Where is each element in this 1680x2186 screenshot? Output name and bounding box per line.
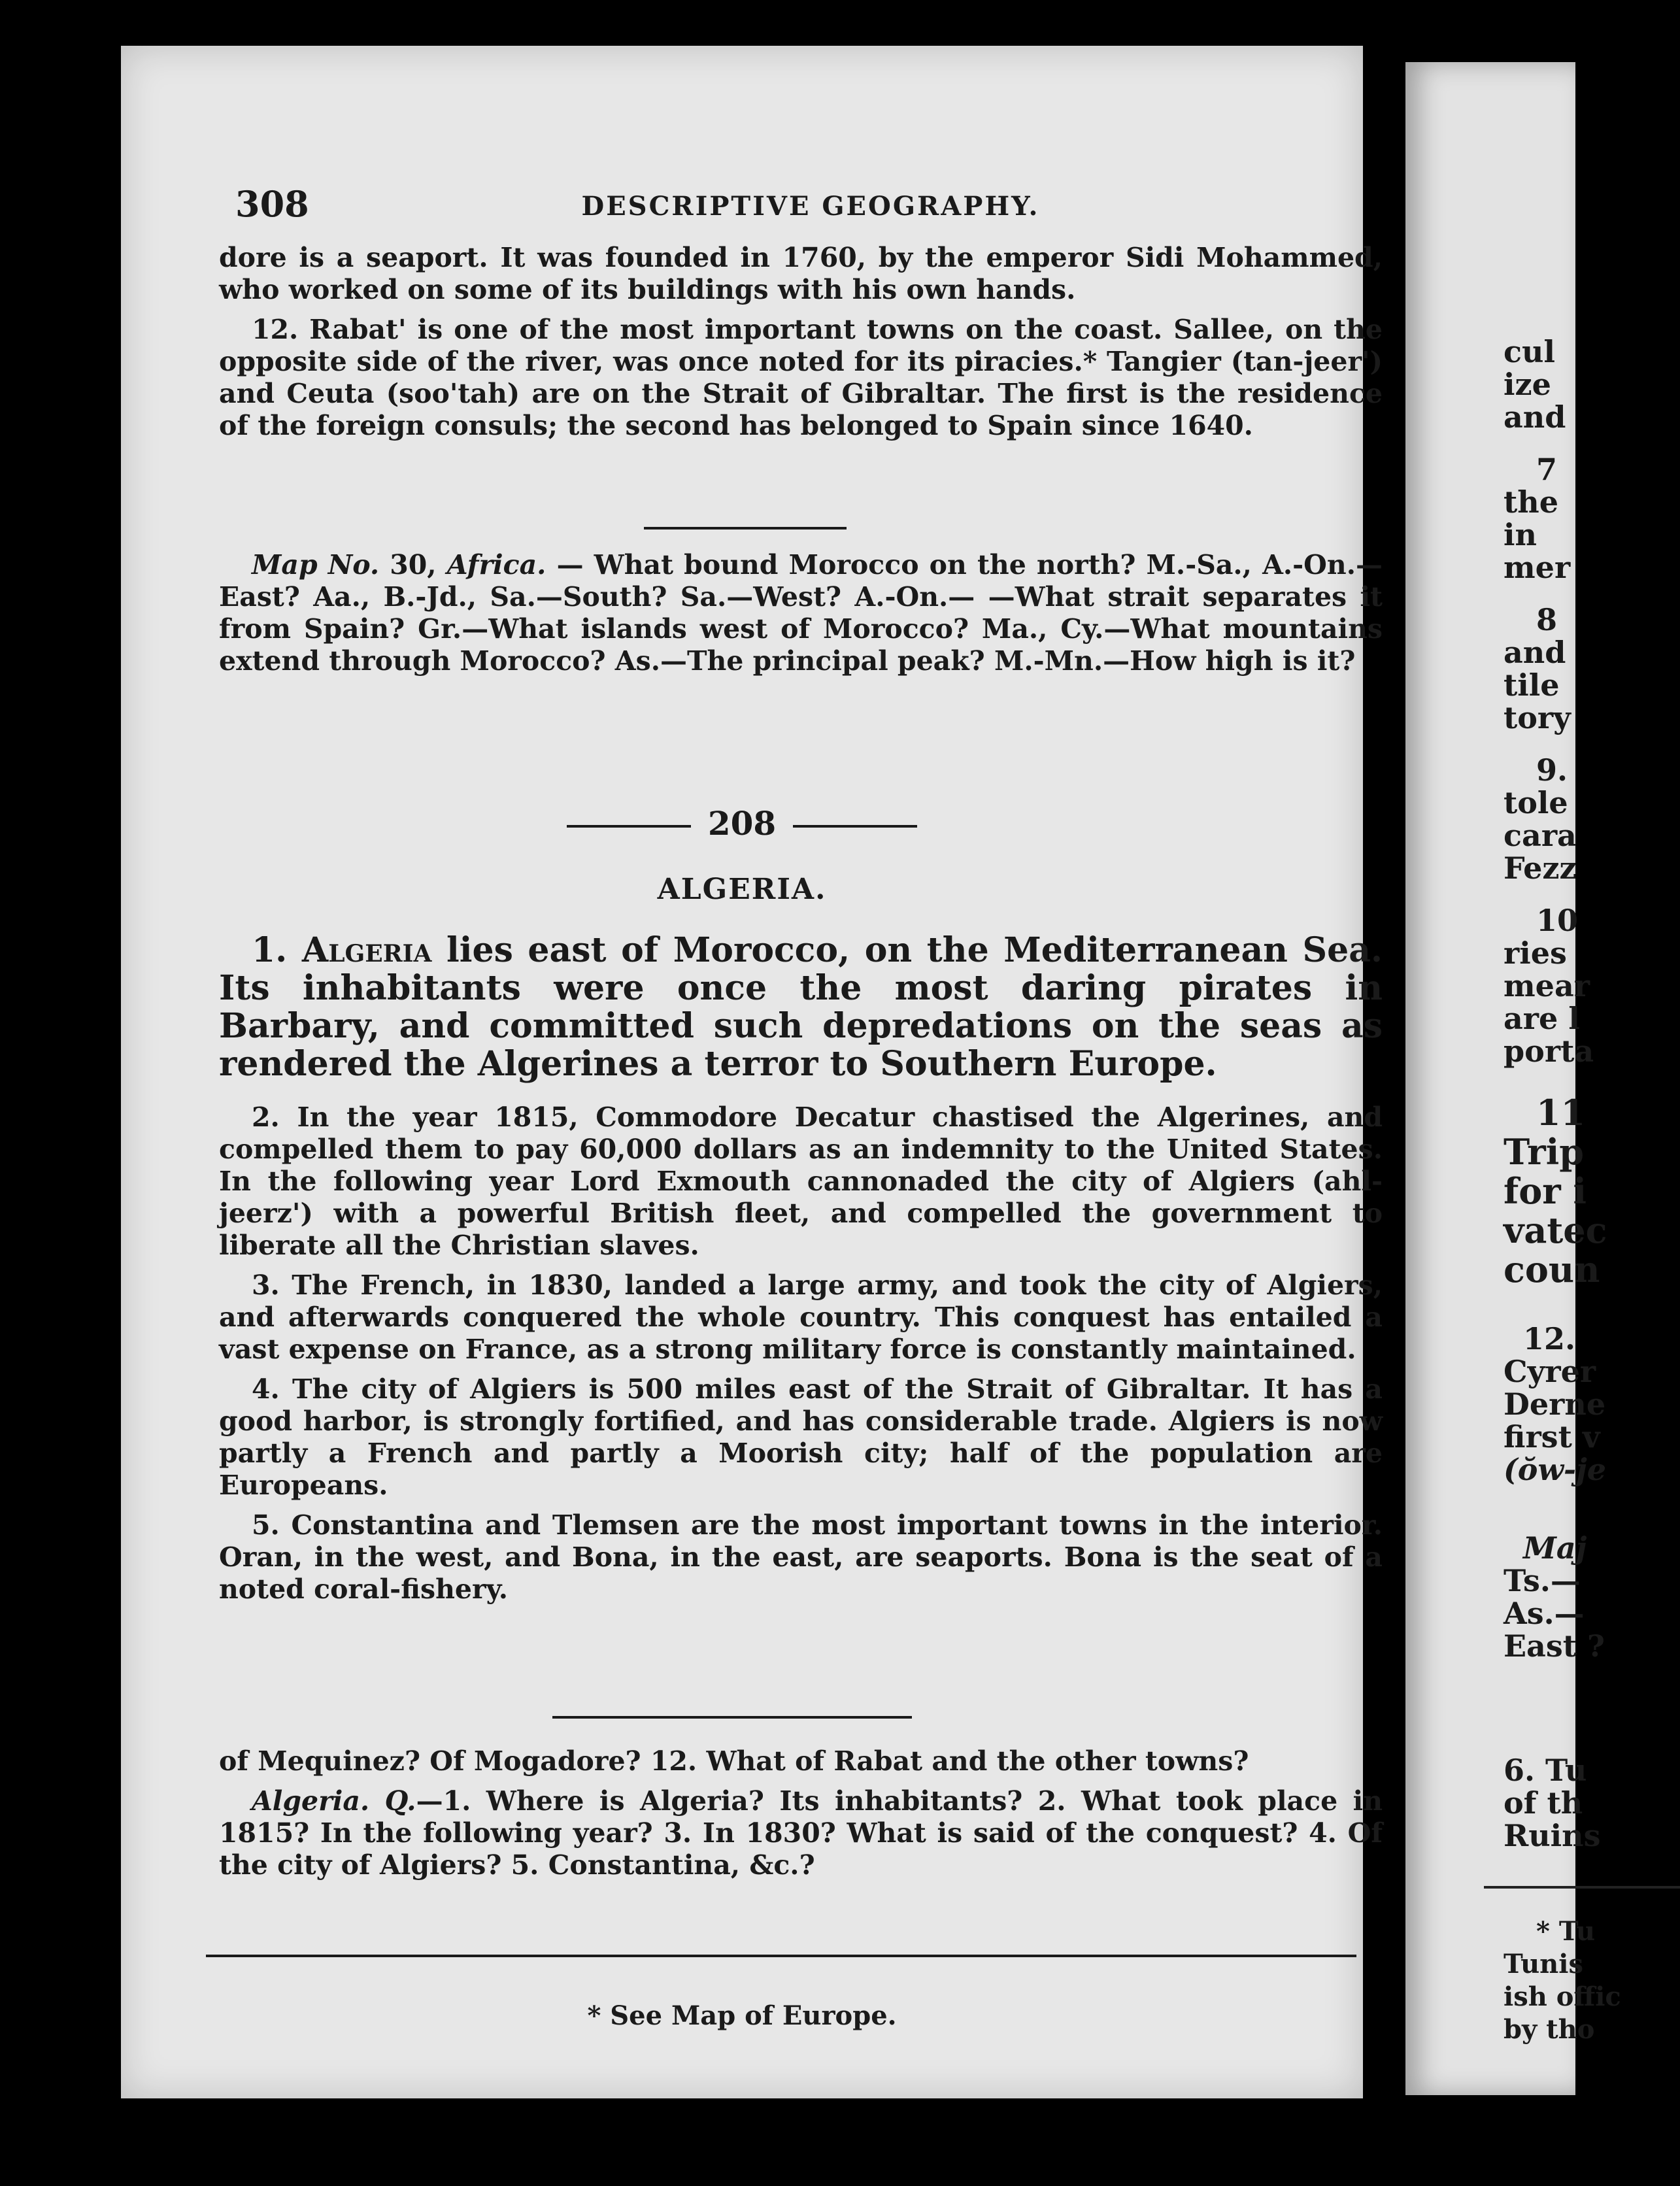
right-line: in [1504, 517, 1537, 552]
right-line: Maj [1523, 1530, 1587, 1566]
right-line: 7 [1536, 452, 1558, 487]
right-line: by tho [1504, 2014, 1595, 2045]
map-number: 30, [390, 549, 437, 580]
right-line: are l [1504, 1001, 1580, 1036]
right-line: and [1504, 399, 1566, 435]
algeria-paragraph-4: 4. The city of Algiers is 500 miles east of the Strait of Gibraltar. It has a good harbor, is strongly fortified, and has considerable trade. Algiers is now partly a French and partly a Moorish city; half of the population are Europeans. [219, 1373, 1383, 1501]
page-number: 308 [235, 183, 309, 225]
book-page [121, 46, 1383, 2098]
right-line: mear [1504, 968, 1590, 1003]
algeria-paragraph-1 [219, 932, 1383, 1083]
right-line: first v [1504, 1419, 1600, 1455]
divider-review [552, 1716, 912, 1719]
right-line: tole [1504, 785, 1568, 820]
right-line: 11 [1536, 1092, 1586, 1134]
right-line: 10 [1536, 903, 1579, 938]
right-line: Cyrer [1504, 1354, 1596, 1389]
right-line: coun [1504, 1249, 1600, 1290]
right-line: (ŏw-je [1504, 1452, 1607, 1487]
right-line: and [1504, 635, 1566, 670]
map-question-text: — What bound Morocco on the north? M.-Sa., A.-On.—East? Aa., B.-Jd., Sa.—South? Sa.—West? A.-On.— —What strait separates it from Spain? Gr.—What islands west of Morocco? Ma., Cy.—What mountains extend through Morocco? As.—The principal peak? M.-Mn.—How high is it? [219, 549, 1383, 677]
footnote: * See Map of Europe. [587, 2000, 897, 2031]
right-line: porta [1504, 1034, 1594, 1069]
divider-footnote [206, 1955, 1356, 1957]
right-line: Ts.— [1504, 1563, 1581, 1598]
right-line: Derne [1504, 1387, 1606, 1422]
section-title: ALGERIA. [657, 873, 827, 906]
right-line: of th [1504, 1785, 1583, 1821]
right-page-divider [1484, 1886, 1680, 1889]
right-line: 6. Tu [1504, 1753, 1587, 1788]
review-q: Q. [384, 1785, 416, 1817]
section-number-text: 208 [707, 804, 777, 843]
map-label: Map No. [252, 549, 380, 580]
right-line: cara [1504, 818, 1577, 853]
right-line: East ? [1504, 1628, 1605, 1664]
intro-paragraph-1: dore is a seaport. It was founded in 1760, by the emperor Sidi Mohammed, who worked on some of its buildings with his own hands. [219, 242, 1383, 305]
right-line: tory [1504, 700, 1571, 735]
right-line: Ruins [1504, 1818, 1601, 1853]
adjacent-page [1405, 62, 1621, 2095]
map-questions [219, 549, 1383, 677]
intro-paragraph-2: 12. Rabat' is one of the most important towns on the coast. Sallee, on the opposite side of the river, was once noted for its piracies.* Tangier (tan-jeer') and Ceuta (soo'tah) are on the Strait of Gibraltar. The first is the residence of the foreign consuls; the second has belonged to Spain since 1640. [219, 314, 1383, 441]
right-line: for i [1504, 1170, 1587, 1212]
right-line: mer [1504, 550, 1571, 585]
intro-section [219, 242, 1383, 442]
review-line-2 [219, 1785, 1383, 1881]
algeria-p1-name: Algeria [301, 930, 432, 970]
right-line: vatec [1504, 1209, 1607, 1251]
right-line: cul [1504, 334, 1555, 369]
right-line: Tunis [1504, 1949, 1583, 1979]
right-line: ries [1504, 935, 1567, 971]
right-line: 12. [1523, 1321, 1576, 1356]
algeria-paragraph-5: 5. Constantina and Tlemsen are the most important towns in the interior. Oran, in the west, and Bona, in the east, are seaports. Bona is the seat of a noted coral-fishery. [219, 1509, 1383, 1605]
page-header [235, 183, 1386, 229]
review-line-1: of Mequinez? Of Mogadore? 12. What of Rabat and the other towns? [219, 1745, 1249, 1777]
running-head: DESCRIPTIVE GEOGRAPHY. [581, 191, 1040, 222]
right-line: * Tu [1536, 1916, 1596, 1947]
algeria-paragraph-2: 2. In the year 1815, Commodore Decatur chastised the Algerines, and compelled them to pay 60,000 dollars as an indemnity to the United States. In the following year Lord Exmouth cannonaded the city of Algiers (ahl-jeerz') with a powerful British fleet, and compelled the government to liberate all the Christian slaves. [219, 1101, 1383, 1261]
right-line: Trip [1504, 1131, 1584, 1173]
divider-short [644, 527, 847, 530]
right-line: Fezz [1504, 850, 1577, 886]
review-questions-text: —1. Where is Algeria? Its inhabitants? 2. What took place in 1815? In the following year? 3. In 1830? What is said of the conquest? 4. Of the city of Algiers? 5. Constantina, &c.? [219, 1785, 1383, 1881]
right-line: tile [1504, 667, 1560, 703]
right-line: 9. [1536, 752, 1568, 788]
right-line: ize [1504, 367, 1551, 402]
review-questions [219, 1745, 1383, 1881]
right-line: As.— [1504, 1596, 1585, 1631]
section-number [121, 804, 1363, 843]
right-line: 8 [1536, 602, 1558, 637]
map-region: Africa. [446, 549, 546, 580]
section-dash-left [567, 825, 691, 828]
algeria-paragraph-3: 3. The French, in 1830, landed a large army, and took the city of Algiers, and afterwards conquered the whole country. This conquest has entailed a vast expense on France, as a strong military force is constantly maintained. [219, 1270, 1383, 1365]
algeria-paragraphs [219, 1101, 1383, 1606]
right-line: ish offic [1504, 1981, 1621, 2012]
section-dash-right [793, 825, 917, 828]
algeria-p1-text: lies east of Morocco, on the Mediterranean Sea. Its inhabitants were once the most daring pirates in Barbary, and committed such depredations on the seas as rendered the Algerines a terror to Southern Europe. [219, 930, 1383, 1084]
algeria-p1-number: 1. [252, 930, 288, 970]
review-label: Algeria. [252, 1785, 370, 1817]
right-line: the [1504, 484, 1558, 520]
